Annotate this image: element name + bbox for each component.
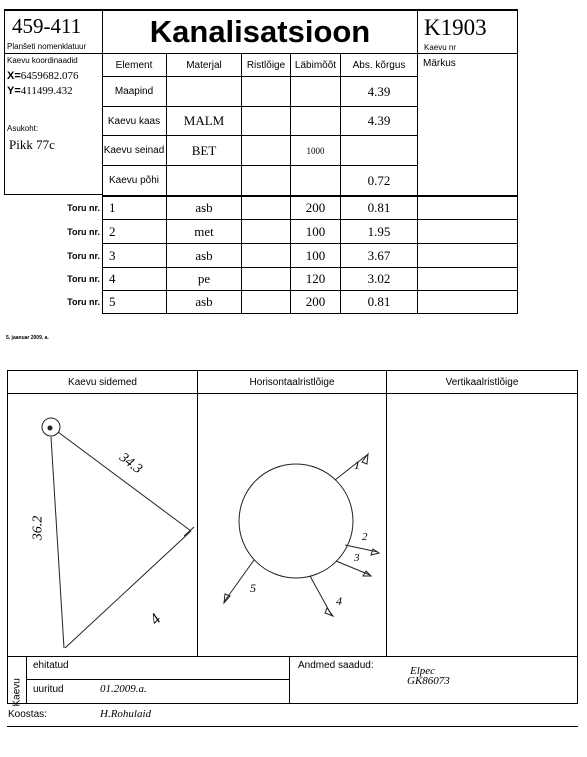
well-vertical-label: Kaevu (11, 678, 23, 707)
row-material: BET (191, 142, 217, 158)
footer-top (7, 656, 578, 657)
tie-line (58, 432, 191, 531)
pipe-material: asb (195, 200, 213, 215)
document-date: 5. jaanuar 2009. a. (6, 335, 49, 341)
coord-x-label: X= (7, 70, 21, 82)
pipe-height: 3.02 (367, 271, 391, 286)
pipe-diameter: 100 (305, 247, 326, 263)
row-element-label: Maapind (114, 86, 154, 97)
author-label: Koostas: (8, 709, 47, 720)
row-element-label: Kaevu seinad (103, 145, 165, 156)
pipe-height: 3.67 (367, 247, 391, 263)
coord-y-value: 411499.432 (20, 85, 73, 97)
distance-label: 36.2 (30, 515, 46, 541)
footer-mid (26, 679, 289, 680)
col-header-diameter: Läbimõõt (294, 59, 337, 71)
pipe-material: asb (195, 247, 213, 263)
page-title: Kanalisatsioon (149, 13, 371, 49)
tie-line (65, 531, 191, 648)
pipe-label: Toru nr. (67, 274, 100, 284)
col-header-remark: Märkus (423, 58, 456, 69)
well-circle (239, 464, 353, 578)
row-abs-height: 4.39 (367, 113, 391, 128)
row-element-label: Kaevu kaas (107, 115, 161, 127)
footer-divider (289, 656, 290, 703)
pipe-number-label: 1 (354, 458, 360, 472)
pipe-number: 4 (109, 271, 116, 286)
pipe-diameter: 200 (305, 200, 326, 215)
row-abs-height: 0.72 (367, 172, 391, 188)
col-header-element: Element (115, 59, 153, 71)
distance-label: 34.3 (116, 450, 145, 478)
distance-label: 4 (146, 610, 165, 629)
footer-author-line (7, 726, 578, 727)
col-header-cross-section: Ristlõige (246, 59, 286, 71)
surveyed-value: 01.2009.a. (100, 683, 147, 695)
source-value: GK86073 (407, 675, 450, 687)
location-value: Pikk 77c (9, 137, 55, 152)
map-sheet-caption: Planšeti nomenklatuur (7, 42, 87, 51)
pipe-diameter: 200 (305, 294, 326, 309)
footer-bottom (7, 703, 578, 704)
panel-title-connections: Kaevu sidemed (68, 376, 137, 388)
pipe-number-label: 5 (250, 581, 256, 595)
coord-x-value: 6459682.076 (20, 70, 79, 82)
pipe-number: 5 (109, 294, 116, 309)
pipe-label: Toru nr. (67, 297, 100, 307)
row-abs-height: 4.39 (367, 83, 391, 99)
tie-line (51, 437, 64, 648)
pipe-label: Toru nr. (67, 250, 100, 261)
row-element-label: Kaevu põhi (108, 175, 160, 186)
coord-y-label: Y= (7, 85, 21, 97)
panel-title-vertical: Vertikaalristlõige (445, 376, 519, 388)
surveyed-label: uuritud (33, 684, 64, 695)
row-diameter: 1000 (306, 145, 325, 156)
pipe-number: 3 (109, 247, 116, 263)
source-value: Elpec (410, 665, 436, 677)
col-header-abs-height: Abs. kõrgus (352, 59, 406, 71)
pipe-number-label: 2 (362, 531, 368, 543)
pipe-number: 2 (109, 223, 116, 239)
pipe-line (335, 455, 367, 480)
well-id: K1903 (424, 15, 487, 40)
footer-divider (26, 656, 27, 703)
location-caption: Asukoht: (7, 124, 39, 133)
panel-title-horizontal: Horisontaalristlõige (249, 376, 335, 388)
map-sheet-number: 459-411 (12, 14, 82, 38)
pipe-material: met (194, 223, 214, 239)
author-value: H.Rohulaid (100, 708, 152, 720)
pipe-number: 1 (109, 200, 116, 215)
pipe-material: asb (195, 294, 213, 309)
pipe-label: Toru nr. (67, 226, 100, 237)
pipe-number-label: 3 (354, 552, 360, 564)
pipe-label: Toru nr. (67, 203, 100, 213)
pipe-material: pe (197, 271, 211, 286)
source-label: Andmed saadud: (298, 660, 374, 671)
pipe-height: 0.81 (367, 200, 391, 215)
well-id-caption: Kaevu nr (424, 43, 457, 52)
pipe-height: 1.95 (367, 223, 391, 239)
pipe-height: 0.81 (367, 294, 391, 309)
built-label: ehitatud (33, 660, 69, 671)
col-header-material: Materjal (186, 59, 222, 71)
pipe-diameter: 100 (305, 223, 326, 239)
pipe-number-label: 4 (336, 594, 342, 608)
coords-caption: Kaevu koordinaadid (7, 56, 78, 65)
pipe-diameter: 120 (305, 271, 326, 286)
row-material: MALM (183, 113, 225, 128)
